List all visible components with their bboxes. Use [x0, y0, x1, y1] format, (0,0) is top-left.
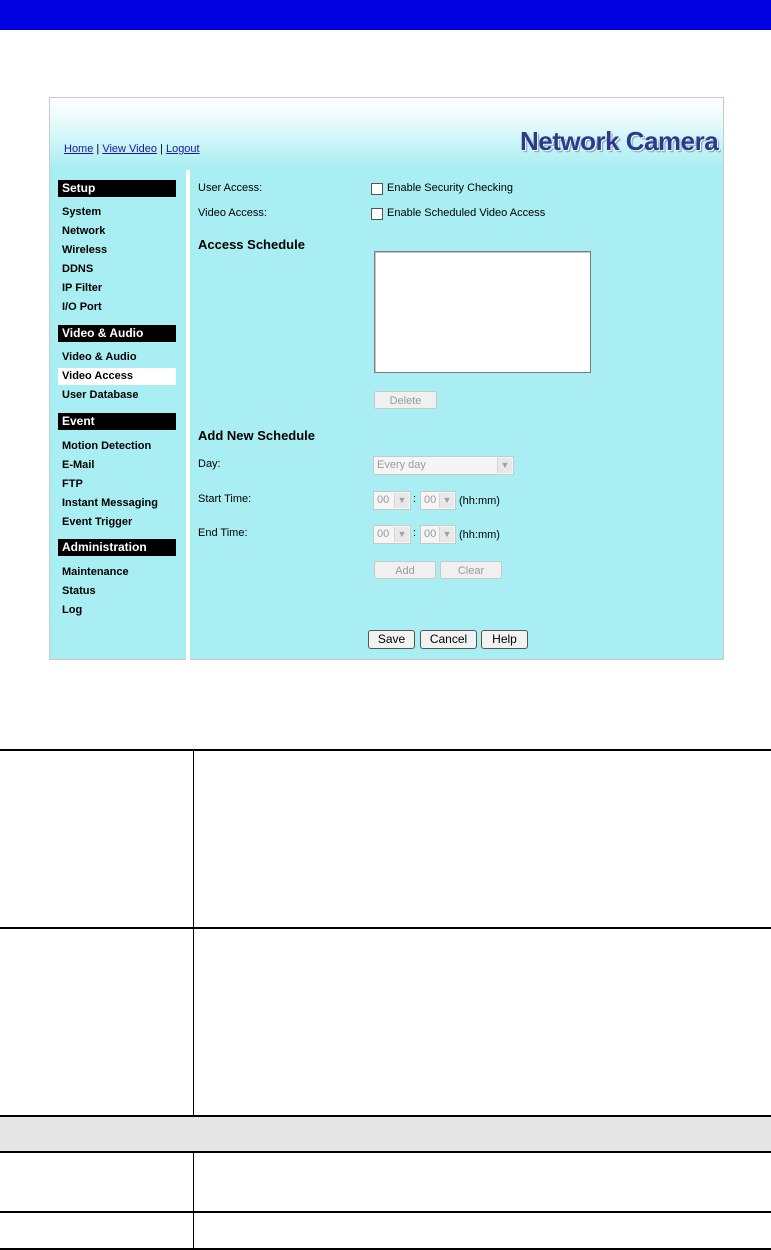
- sidebar-item-maintenance[interactable]: Maintenance: [62, 566, 129, 578]
- chevron-down-icon: ▼: [394, 527, 409, 542]
- chevron-down-icon: ▼: [439, 493, 454, 508]
- sidebar-section-setup: Setup: [58, 180, 176, 197]
- save-button[interactable]: Save: [368, 630, 415, 649]
- end-time-label: End Time:: [198, 527, 248, 539]
- sidebar-section-video-audio: Video & Audio: [58, 325, 176, 342]
- cancel-button[interactable]: Cancel: [420, 630, 477, 649]
- end-time-format: (hh:mm): [459, 529, 500, 541]
- table-row-border: [0, 1211, 771, 1213]
- delete-button[interactable]: Delete: [374, 391, 437, 409]
- sidebar-item-network[interactable]: Network: [62, 225, 106, 237]
- sidebar-item-wireless[interactable]: Wireless: [62, 244, 108, 256]
- start-minute-select[interactable]: [420, 491, 456, 510]
- chevron-down-icon: ▼: [497, 458, 512, 473]
- start-time-label: Start Time:: [198, 493, 252, 505]
- end-minute-value: 00: [424, 528, 437, 540]
- access-schedule-heading: Access Schedule: [198, 237, 305, 252]
- logout-link[interactable]: Logout: [165, 143, 200, 155]
- sidebar-section-event: Event: [58, 413, 176, 430]
- scheduled-video-access-label: Enable Scheduled Video Access: [387, 207, 546, 219]
- clear-button[interactable]: Clear: [440, 561, 502, 579]
- table-section-band: [0, 1117, 771, 1151]
- start-time-format: (hh:mm): [459, 495, 500, 507]
- top-nav: [64, 143, 200, 155]
- app-header: [50, 98, 723, 168]
- end-hour-value: 00: [377, 528, 390, 540]
- end-minute-select[interactable]: [420, 525, 456, 544]
- user-access-label: User Access:: [198, 182, 263, 194]
- start-minute-value: 00: [424, 494, 437, 506]
- sidebar-item-io-port[interactable]: I/O Port: [62, 301, 102, 313]
- sidebar-item-video-access[interactable]: Video Access: [58, 368, 176, 385]
- help-button[interactable]: Help: [481, 630, 528, 649]
- table-column-divider: [193, 751, 194, 927]
- brand-logo-text: Network Camera: [520, 126, 719, 156]
- sidebar-item-system[interactable]: System: [62, 206, 102, 218]
- sidebar-item-instant-messaging[interactable]: Instant Messaging: [62, 497, 158, 509]
- day-select-value: Every day: [377, 459, 426, 471]
- access-schedule-list[interactable]: [374, 251, 591, 373]
- sidebar-item-log[interactable]: Log: [62, 604, 83, 616]
- sidebar-item-ftp[interactable]: FTP: [62, 478, 83, 490]
- nav-separator: |: [160, 143, 163, 155]
- scheduled-video-access-checkbox[interactable]: [371, 208, 383, 220]
- view-video-link[interactable]: View Video: [102, 143, 157, 155]
- time-separator: :: [413, 527, 417, 539]
- sidebar-item-event-trigger[interactable]: Event Trigger: [62, 516, 133, 528]
- add-button[interactable]: Add: [374, 561, 436, 579]
- home-link[interactable]: Home: [64, 143, 94, 155]
- table-row-border: [0, 927, 771, 929]
- sidebar-item-status[interactable]: Status: [62, 585, 96, 597]
- chevron-down-icon: ▼: [439, 527, 454, 542]
- camera-admin-screenshot: [49, 97, 724, 660]
- video-access-label: Video Access:: [198, 207, 267, 219]
- sidebar-item-ddns[interactable]: DDNS: [62, 263, 94, 275]
- security-checking-label: Enable Security Checking: [387, 182, 513, 194]
- end-hour-select[interactable]: [373, 525, 411, 544]
- chevron-down-icon: ▼: [394, 493, 409, 508]
- time-separator: :: [413, 493, 417, 505]
- sidebar-section-administration: Administration: [58, 539, 176, 556]
- start-hour-value: 00: [377, 494, 390, 506]
- security-checking-checkbox[interactable]: [371, 183, 383, 195]
- nav-separator: |: [96, 143, 100, 155]
- table-top-border: [0, 749, 771, 751]
- page-header-bar: [0, 0, 771, 30]
- sidebar-item-email[interactable]: E-Mail: [62, 459, 95, 471]
- sidebar-item-user-database[interactable]: User Database: [62, 389, 139, 401]
- table-row-border: [0, 1151, 771, 1153]
- sidebar: [50, 170, 184, 659]
- start-hour-select[interactable]: [373, 491, 411, 510]
- sidebar-item-motion-detection[interactable]: Motion Detection: [62, 440, 152, 452]
- main-content: [190, 170, 723, 659]
- day-label: Day:: [198, 458, 221, 470]
- table-column-divider: [193, 1213, 194, 1248]
- sidebar-item-ip-filter[interactable]: IP Filter: [62, 282, 103, 294]
- day-select[interactable]: [373, 456, 514, 475]
- add-new-schedule-heading: Add New Schedule: [198, 428, 316, 443]
- sidebar-item-video-audio[interactable]: Video & Audio: [62, 351, 137, 363]
- table-column-divider: [193, 929, 194, 1115]
- table-column-divider: [193, 1153, 194, 1211]
